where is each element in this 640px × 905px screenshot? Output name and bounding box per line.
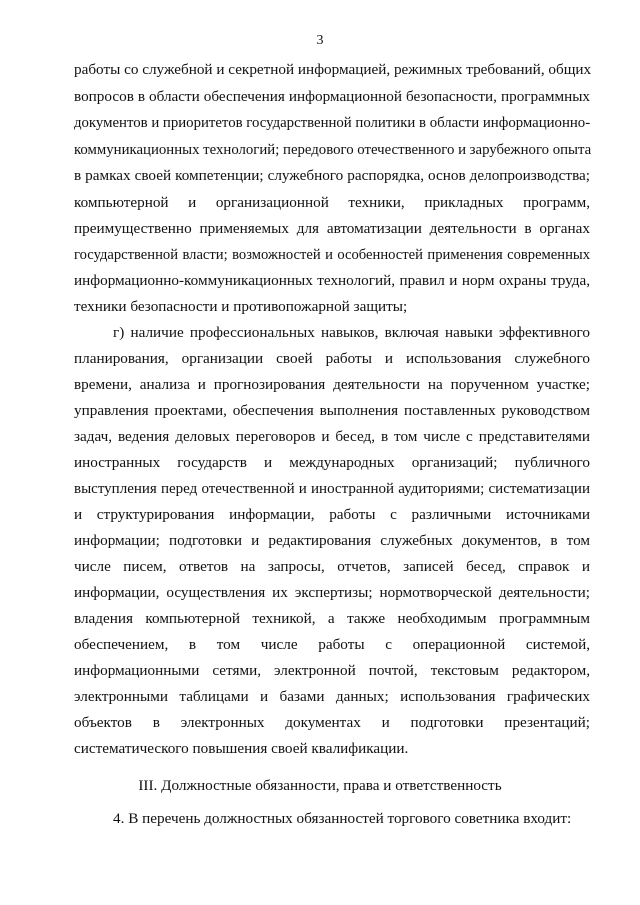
- text-line: информационно-коммуникационных технологий, правил и норм охраны труда,: [74, 272, 590, 289]
- text-line: времени, анализа и прогнозирования деятельности на порученном участке;: [74, 376, 590, 393]
- text-line: электронными таблицами и базами данных; использования графических: [74, 688, 590, 705]
- text-line: техники безопасности и противопожарной защиты;: [74, 298, 408, 315]
- text-line: в рамках своей компетенции; служебного распорядка, основ делопроизводства;: [74, 167, 590, 184]
- text-line: работы со служебной и секретной информацией, режимных требований, общих: [74, 61, 592, 78]
- page-number: 3: [316, 33, 324, 48]
- text-line: компьютерной и организационной техники, прикладных программ,: [74, 194, 590, 211]
- text-line: информации, осуществления их экспертизы; нормотворческой деятельности;: [74, 584, 590, 601]
- text-line: информационными сетями, электронной почтой, текстовым редактором,: [74, 662, 590, 679]
- text-line: г) наличие профессиональных навыков, включая навыки эффективного: [113, 324, 590, 341]
- text-line: выступления перед отечественной и иностранной аудиториями; систематизации: [74, 481, 590, 497]
- text-line: иностранных государств и международных организаций; публичного: [74, 454, 590, 471]
- text-line: управления проектами, обеспечения выполнения поставленных руководством: [74, 402, 590, 419]
- text-line: задач, ведения деловых переговоров и бесед, в том числе с представителями: [74, 428, 590, 445]
- text-line: коммуникационных технологий; передового отечественного и зарубежного опыта: [74, 142, 592, 158]
- text-line: и структурирования информации, работы с различными источниками: [74, 506, 590, 523]
- text-line: преимущественно применяемых для автоматизации деятельности в органах: [74, 220, 590, 237]
- text-line: числе писем, ответов на запросы, отчетов, записей бесед, справок и: [74, 558, 590, 575]
- text-line: систематического повышения своей квалификации.: [74, 740, 409, 757]
- text-line: государственной власти; возможностей и особенностей применения современных: [74, 247, 590, 263]
- text-line: владения компьютерной техникой, а также необходимым программным: [74, 610, 590, 627]
- paragraph-duties-intro: 4. В перечень должностных обязанностей торгового советника входит:: [113, 810, 572, 827]
- text-line: объектов в электронных документах и подготовки презентаций;: [74, 714, 590, 731]
- text-line: планирования, организации своей работы и использования служебного: [74, 350, 590, 367]
- text-line: информации; подготовки и редактирования служебных документов, в том: [74, 532, 590, 549]
- text-line: обеспечением, в том числе работы с операционной системой,: [74, 636, 590, 653]
- text-line: документов и приоритетов государственной политики в области информационно-: [74, 115, 591, 131]
- text-line: вопросов в области обеспечения информационной безопасности, программных: [74, 88, 590, 105]
- section-heading: III. Должностные обязанности, права и ответственность: [138, 777, 502, 794]
